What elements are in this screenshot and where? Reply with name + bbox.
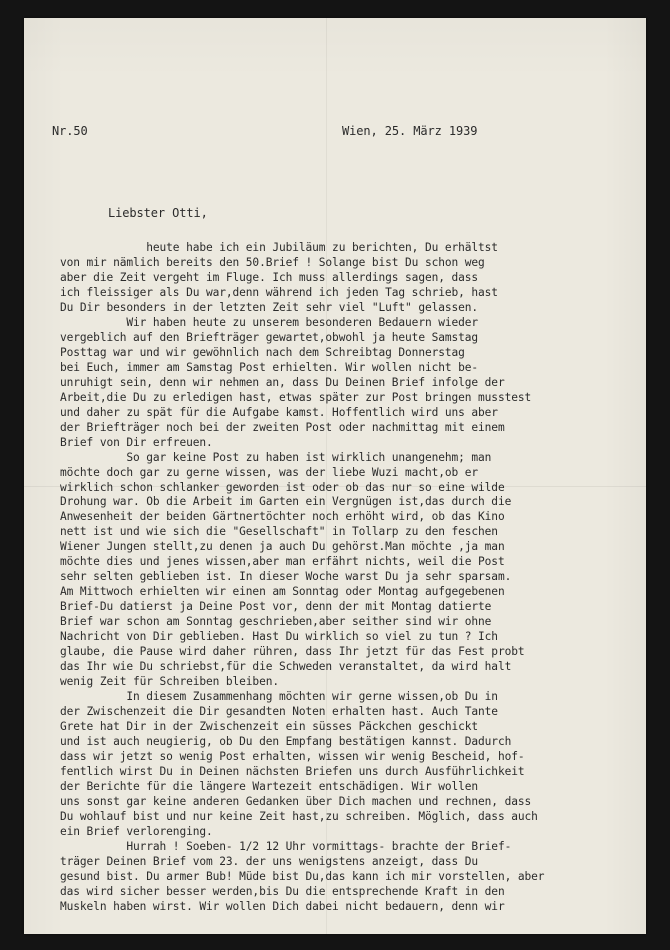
letter-line: und daher zu spät für die Aufgabe kamst. Hoffentlich wird uns aber (60, 405, 498, 419)
letter-line: Du Dir besonders in der letzten Zeit sehr viel "Luft" gelassen. (60, 300, 479, 314)
letter-line: wirklich schon schlanker geworden ist oder ob das nur so eine wilde (60, 480, 505, 494)
letter-line: Muskeln haben wirst. Wir wollen Dich dabei nicht bedauern, denn wir (60, 899, 505, 913)
letter-line: vergeblich auf den Briefträger gewartet,obwohl ja heute Samstag (60, 330, 479, 344)
letter-line: dass wir jetzt so wenig Post erhalten, wissen wir wenig Bescheid, hof- (60, 749, 525, 763)
letter-line: Brief von Dir erfreuen. (60, 435, 213, 449)
letter-line: Wiener Jungen stellt,zu denen ja auch Du gehörst.Man möchte ,ja man (60, 540, 505, 554)
letter-line: sehr selten geblieben ist. In dieser Woche warst Du ja sehr sparsam. (60, 570, 512, 584)
letter-line: Drohung war. Ob die Arbeit im Garten ein Vergnügen ist,das durch die (60, 495, 512, 509)
salutation: Liebster Otti, (108, 206, 208, 220)
letter-line: Du wohlauf bist und nur keine Zeit hast,zu schreiben. Möglich, dass auch (60, 809, 538, 823)
letter-line: So gar keine Post zu haben ist wirklich unangenehm; man (60, 450, 492, 464)
letter-line: Arbeit,die Du zu erledigen hast, etwas später zur Post bringen musstest (60, 390, 532, 404)
letter-line: bei Euch, immer am Samstag Post erhielten. Wir wollen nicht be- (60, 360, 479, 374)
letter-line: Anwesenheit der beiden Gärtnertöchter noch erhöht wird, ob das Kino (60, 510, 505, 524)
letter-line: heute habe ich ein Jubiläum zu berichten, Du erhältst (60, 241, 498, 254)
letter-line: nett ist und wie sich die "Gesellschaft" in Tollarp zu den feschen (60, 525, 498, 539)
letter-line: glaube, die Pause wird daher rühren, dass Ihr jetzt für das Fest probt (60, 645, 525, 659)
letter-number: Nr.50 (52, 124, 88, 138)
letter-line: gesund bist. Du armer Bub! Müde bist Du,das kann ich mir vorstellen, aber (60, 869, 545, 883)
letter-line: ein Brief verlorenging. (60, 824, 213, 838)
letter-line: aber die Zeit vergeht im Fluge. Ich muss allerdings sagen, dass (60, 270, 479, 284)
letter-line: der Berichte für die längere Wartezeit entschädigen. Wir wollen (60, 779, 479, 793)
letter-line: möchte dies und jenes wissen,aber man erfährt nichts, weil die Post (60, 555, 505, 569)
letter-line: träger Deinen Brief vom 23. der uns wenigstens anzeigt, dass Du (60, 854, 479, 868)
letter-line: Hurrah ! Soeben- 1/2 12 Uhr vormittags- brachte der Brief- (60, 839, 512, 853)
letter-line: Wir haben heute zu unserem besonderen Bedauern wieder (60, 315, 479, 329)
letter-line: fentlich wirst Du in Deinen nächsten Briefen uns durch Ausführlichkeit (60, 764, 525, 778)
letter-line: Posttag war und wir gewöhnlich nach dem Schreibtag Donnerstag (60, 345, 465, 359)
letter-body (60, 241, 646, 915)
letter-line: das Ihr wie Du schriebst,für die Schweden veranstaltet, da wird halt (60, 660, 512, 674)
letter-line: möchte doch gar zu gerne wissen, was der liebe Wuzi macht,ob er (60, 465, 479, 479)
letter-line: Nachricht von Dir geblieben. Hast Du wirklich so viel zu tun ? Ich (60, 630, 498, 644)
letter-line: ich fleissiger als Du war,denn während ich jeden Tag schrieb, hast (60, 285, 498, 299)
letter-line: wenig Zeit für Schreiben bleiben. (60, 675, 279, 689)
letter-page (24, 18, 646, 934)
letter-line: und ist auch neugierig, ob Du den Empfang bestätigen kannst. Dadurch (60, 734, 512, 748)
letter-line: Brief-Du datierst ja Deine Post vor, denn der mit Montag datierte (60, 600, 492, 614)
letter-line: von mir nämlich bereits den 50.Brief ! Solange bist Du schon weg (60, 255, 485, 269)
letter-line: Brief war schon am Sonntag geschrieben,aber seither sind wir ohne (60, 615, 492, 629)
typewritten-letter (24, 18, 646, 934)
letter-line: unruhigt sein, denn wir nehmen an, dass Du Deinen Brief infolge der (60, 375, 505, 389)
letter-line: In diesem Zusammenhang möchten wir gerne wissen,ob Du in (60, 690, 498, 704)
letter-line: Grete hat Dir in der Zwischenzeit ein süsses Päckchen geschickt (60, 720, 479, 733)
letter-line: uns sonst gar keine anderen Gedanken über Dich machen und rechnen, dass (60, 794, 532, 808)
letter-line: der Briefträger noch bei der zweiten Post oder nachmittag mit einem (60, 420, 505, 434)
letter-line: das wird sicher besser werden,bis Du die entsprechende Kraft in den (60, 884, 505, 898)
letter-line: Am Mittwoch erhielten wir einen am Sonntag oder Montag aufgegebenen (60, 585, 505, 599)
letter-line: der Zwischenzeit die Dir gesandten Noten erhalten hast. Auch Tante (60, 705, 498, 719)
letter-date: Wien, 25. März 1939 (342, 124, 478, 138)
